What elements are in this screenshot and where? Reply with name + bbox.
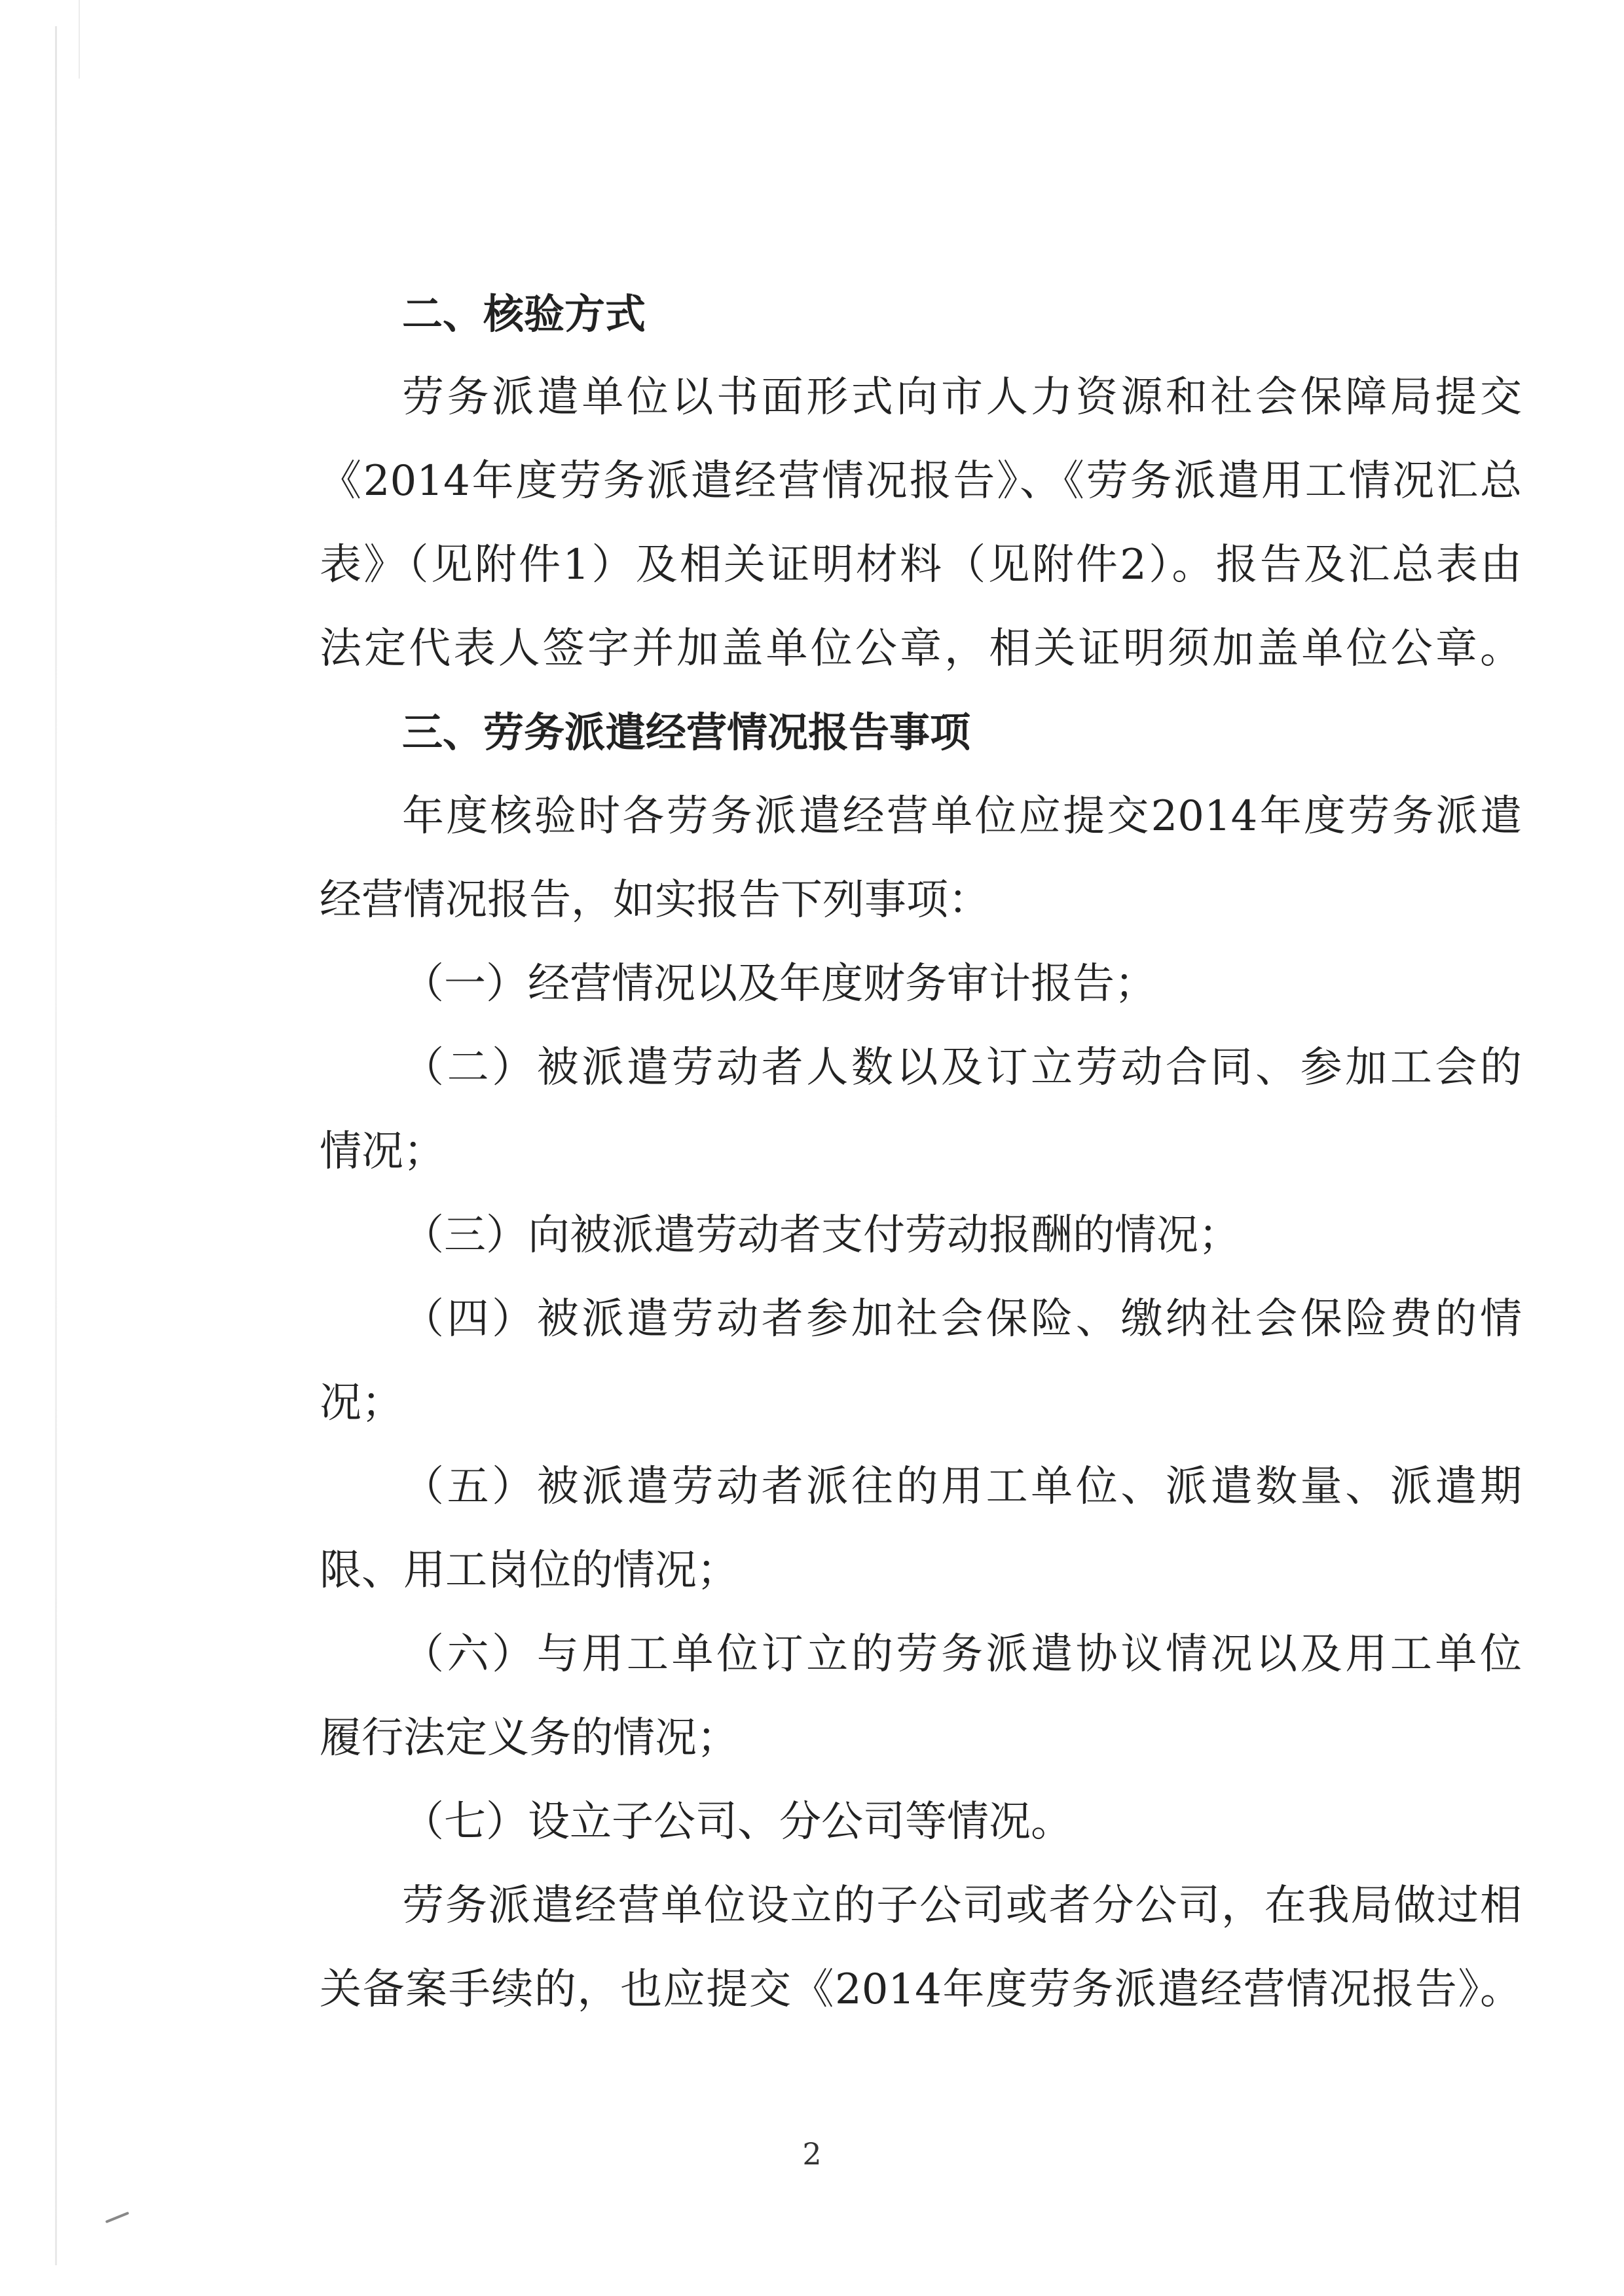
paragraph-line: 法定代表人签字并加盖单位公章，相关证明须加盖单位公章。 — [320, 625, 1522, 673]
scan-pen-mark — [105, 2212, 130, 2223]
list-item: （六）与用工单位订立的劳务派遣协议情况以及用工单位 — [402, 1630, 1522, 1679]
list-item: （五）被派遣劳动者派往的用工单位、派遣数量、派遣期 — [402, 1463, 1522, 1511]
page-number: 2 — [802, 2136, 822, 2172]
list-item-continuation: 限、用工岗位的情况； — [320, 1546, 739, 1595]
list-item: （三）向被派遣劳动者支付劳动报酬的情况； — [402, 1211, 1240, 1260]
paragraph-line: 关备案手续的，也应提交《2014年度劳务派遣经营情况报告》。 — [320, 1965, 1522, 2014]
list-item-continuation: 情况； — [320, 1127, 445, 1176]
paragraph-line: 表》（见附件1）及相关证明材料（见附件2）。报告及汇总表由 — [320, 541, 1522, 589]
paragraph-line: 《2014年度劳务派遣经营情况报告》、《劳务派遣用工情况汇总 — [320, 457, 1522, 505]
section-heading-verification-method: 二、核验方式 — [402, 290, 646, 338]
paragraph-line: 劳务派遣经营单位设立的子公司或者分公司，在我局做过相 — [402, 1882, 1522, 1930]
section-heading-report-items: 三、劳务派遣经营情况报告事项 — [402, 708, 971, 756]
paragraph-line: 劳务派遣单位以书面形式向市人力资源和社会保障局提交 — [402, 373, 1522, 422]
scan-border-top — [79, 0, 80, 79]
list-item: （七）设立子公司、分公司等情况。 — [402, 1798, 1073, 1846]
paragraph-line: 经营情况报告，如实报告下列事项： — [320, 876, 990, 924]
scan-border-left — [55, 26, 57, 2265]
list-item-continuation: 况； — [320, 1379, 403, 1427]
paragraph-line: 年度核验时各劳务派遣经营单位应提交2014年度劳务派遣 — [402, 792, 1522, 841]
list-item: （一）经营情况以及年度财务审计报告； — [402, 960, 1156, 1008]
list-item: （二）被派遣劳动者人数以及订立劳动合同、参加工会的 — [402, 1044, 1522, 1092]
list-item: （四）被派遣劳动者参加社会保险、缴纳社会保险费的情 — [402, 1295, 1522, 1343]
list-item-continuation: 履行法定义务的情况； — [320, 1714, 739, 1762]
